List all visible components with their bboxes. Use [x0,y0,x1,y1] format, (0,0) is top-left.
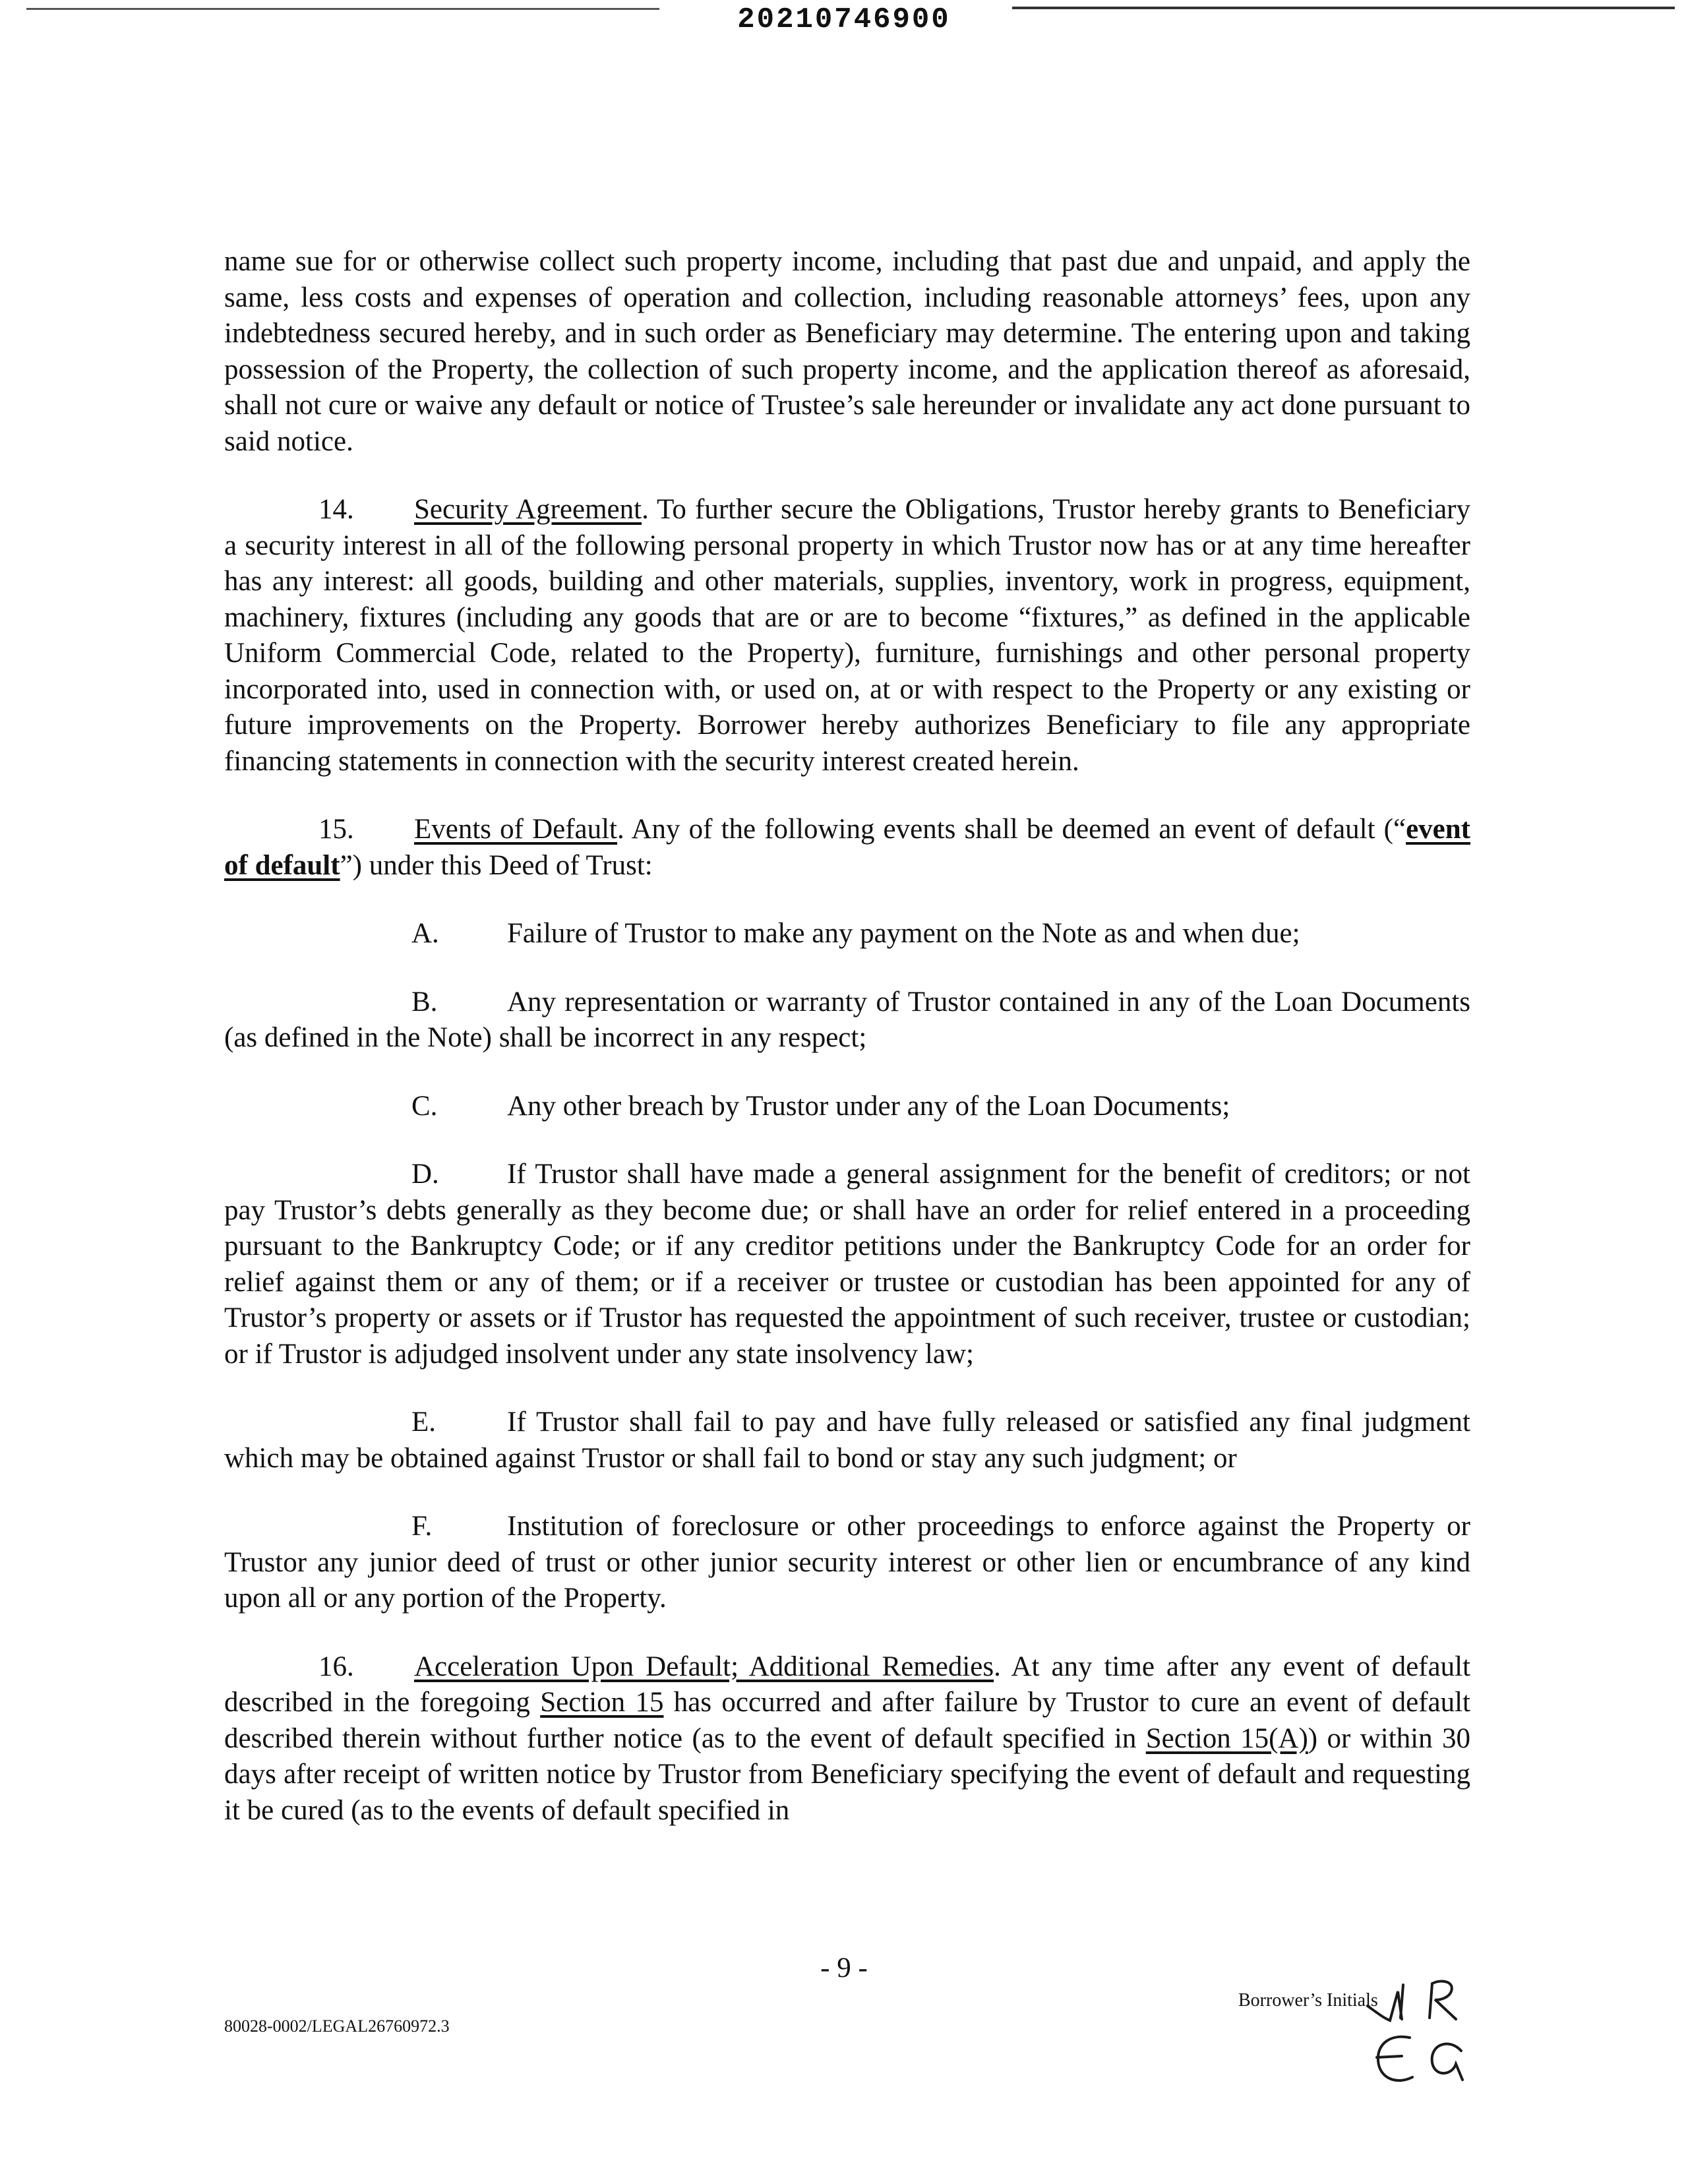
list-item [224,985,1470,1056]
section-15 [224,812,1470,884]
item-letter: F. [411,1511,433,1542]
item-letter: A. [411,918,439,949]
list-item [224,1089,1470,1125]
section-text: ) or within 30 days after receipt of written notice by Trustor from Beneficiary specifying the event of default and requesting it be cured (as to the events of default specified in [224,1722,1470,1826]
item-text: Any representation or warranty of Trustor contained in any of the Loan Documents (as defined in the Note) shall be incorrect in any respect; [224,986,1470,1053]
list-item [224,1405,1470,1476]
section-16 [224,1649,1470,1829]
item-letter: B. [411,986,438,1017]
item-letter: C. [411,1090,438,1122]
section-number: 15. [318,814,354,845]
item-text: Institution of foreclosure or other proceedings to enforce against the Property or Trustor any junior deed of trust or other junior security interest or other lien or encumbrance of any kind upon all or any portion of the Property. [224,1511,1470,1614]
defined-term: event of default [224,814,1470,881]
handwritten-initials-eg [1364,2024,1476,2097]
item-text: If Trustor shall have made a general assignment for the benefit of creditors; or not pay Trustor’s debts generally as they become due; or shall have an order for relief entered in a proceeding pursuant to the Bankruptcy Code; or if any creditor petitions under the Bankruptcy Code for an order for relief against them or any of them; or if a receiver or trustee or custodian has been appointed for any of Trustor’s property or assets or if Trustor has requested the appointment of such receiver, trustee or custodian; or if Trustor is adjudged insolvent under any state insolvency law; [224,1159,1470,1370]
section-14 [224,492,1470,779]
section-heading: Acceleration Upon Default; Additional Remedies [414,1651,994,1682]
section-number: 14. [318,494,354,525]
item-text: If Trustor shall fail to pay and have fully released or satisfied any final judgment which may be obtained against Trustor or shall fail to bond or stay any such judgment; or [224,1407,1470,1474]
section-text: . At any time after any event of default described in the foregoing [224,1651,1470,1718]
list-item [224,916,1470,952]
section-reference: Section 15(A) [1145,1722,1308,1754]
page-number: - 9 - [820,1953,868,1984]
section-text: . Any of the following events shall be deemed an event of default (“ [617,814,1406,845]
section-heading: Security Agreement [414,494,642,525]
list-item [224,1509,1470,1617]
section-heading: Events of Default [414,814,618,845]
document-body [224,244,1470,1861]
list-item [224,1157,1470,1372]
item-letter: E. [411,1407,437,1438]
section-number: 16. [318,1651,354,1682]
document-id: 80028-0002/LEGAL26760972.3 [224,2017,450,2036]
item-letter: D. [411,1159,439,1190]
initials-label: Borrower’s Initials [1238,1990,1378,2011]
section-reference: Section 15 [540,1687,664,1718]
section-text: . To further secure the Obligations, Trustor hereby grants to Beneficiary a security interest in all of the following personal property in which Trustor now has or at any time hereafter has any interest: all goods, building and other materials, supplies, inventory, work in progress, equipment, machinery, fixtures (including any goods that are or are to become “fixtures,” as defined in the applicable Uniform Commercial Code, related to the Property), furniture, furnishings and other personal property incorporated into, used in connection with, or used on, at or with respect to the Property or any existing or future improvements on the Property. Borrower hereby authorizes Beneficiary to file any appropriate financing statements in connection with the security interest created herein. [224,494,1470,777]
recording-number: 20210746900 [737,3,951,36]
section-text: ”) under this Deed of Trust: [340,849,653,881]
section-text: has occurred and after failure by Trustor to cure an event of default described therein without further notice (as to the event of default specified in [224,1687,1471,1754]
item-text: Failure of Trustor to make any payment on the Note as and when due; [507,918,1300,949]
paragraph-continuation: name sue for or otherwise collect such property income, including that past due and unpaid, and apply the same, less costs and expenses of operation and collection, including reasonable attorneys’ fees, upon any indebtedness secured hereby, and in such order as Beneficiary may determine. The entering upon and taking possession of the Property, the collection of such property income, and the application thereof as aforesaid, shall not cure or waive any default or notice of Trustee’s sale hereunder or invalidate any act done pursuant to said notice. [224,246,1470,457]
item-text: Any other breach by Trustor under any of the Loan Documents; [507,1090,1230,1122]
